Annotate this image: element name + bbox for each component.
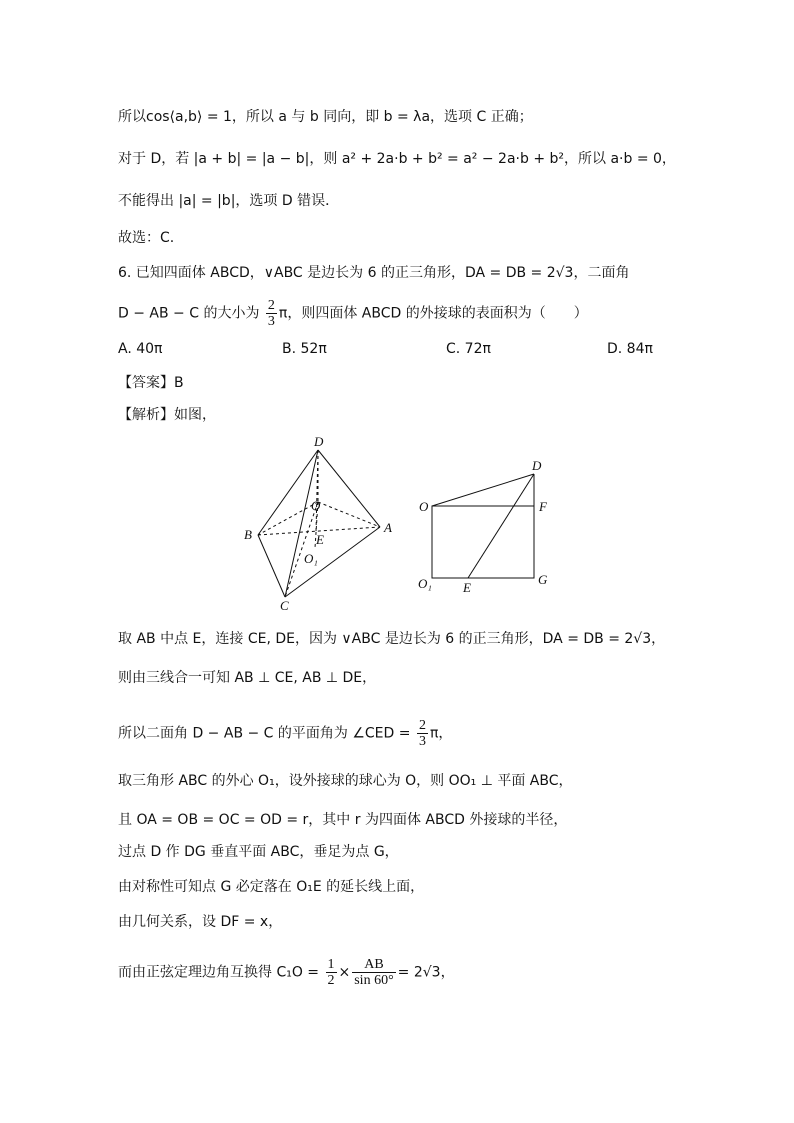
solution-step-8: 由几何关系，设 DF = x， [118,914,283,930]
question-6-line-2: D − AB − C 的大小为 $\frac{2}{3}$ π，则四面体 ABCD 的外接球的表面积为（ ） [118,298,588,329]
option-c: C. 72π [446,341,491,357]
label-o1-right: O₁ [418,576,432,591]
label-e-right: E [463,580,471,595]
label-g-right: G [538,572,548,587]
tetrahedron-figure [258,450,380,597]
label-b-left: B [244,527,252,542]
text-line-3: 不能得出 |a| = |b|，选项 D 错误． [118,193,340,209]
option-b: B. 52π [282,341,327,357]
solution-step-1: 取 AB 中点 E，连接 CE, DE，因为 ∨ABC 是边长为 6 的正三角形，DA = DB = 2√3， [118,631,666,647]
label-f-right: F [539,499,547,514]
label-c-left: C [280,598,289,612]
label-d-right: D [532,458,542,473]
text-line-2: 对于 D，若 |a + b| = |a − b|，则 a² + 2a·b + b² = a² − 2a·b + b²，所以 a·b = 0， [118,151,676,167]
fraction-ab-over-sin60: $\frac{AB}{\sin 60^\circ}$ [354,957,394,988]
question-6-line-1: 6. 已知四面体 ABCD，∨ABC 是边长为 6 的正三角形，DA = DB = 2√3，二面角 [118,265,630,281]
answer-line: 【答案】B [118,375,184,391]
option-d: D. 84π [607,341,653,357]
label-a-left: A [384,520,392,535]
option-a: A. 40π [118,341,163,357]
text-line-4: 故选：C. [118,230,175,246]
text-line-1: 所以cos⟨a,b⟩ = 1，所以 a 与 b 同向，即 b = λa，选项 C 正确； [118,109,533,125]
label-o-right: O [419,499,429,514]
solution-step-6: 过点 D 作 DG 垂直平面 ABC，垂足为点 G， [118,844,399,860]
fraction-one-half: $\frac{1}{2}$ [327,957,335,988]
solution-step-9: 而由正弦定理边角互换得 C₁O = $\frac{1}{2}$ × $\frac{AB}{\sin 60^\circ}$ = 2√3， [118,957,455,988]
fraction-two-thirds: $\frac{2}{3}$ [267,298,275,329]
label-o1-left: O₁ [304,551,318,566]
analysis-line: 【解析】如图， [118,407,216,423]
solution-step-7: 由对称性可知点 G 必定落在 O₁E 的延长线上面， [118,879,425,895]
label-d-left: D [314,434,324,449]
solution-step-4: 取三角形 ABC 的外心 O₁，设外接球的球心为 O，则 OO₁ ⊥ 平面 ABC， [118,773,573,789]
fraction-two-thirds-angle: $\frac{2}{3}$ [418,718,426,749]
solution-step-3: 所以二面角 D − AB − C 的平面角为 ∠CED = $\frac{2}{3}$ π， [118,718,453,749]
section-figure [432,474,534,578]
solution-step-2: 则由三线合一可知 AB ⊥ CE, AB ⊥ DE， [118,670,377,686]
geometry-figure [0,432,794,612]
solution-step-5: 且 OA = OB = OC = OD = r，其中 r 为四面体 ABCD 外接球的半径， [118,812,568,828]
label-e-left: E [316,532,324,547]
label-o-left: O [311,498,321,513]
